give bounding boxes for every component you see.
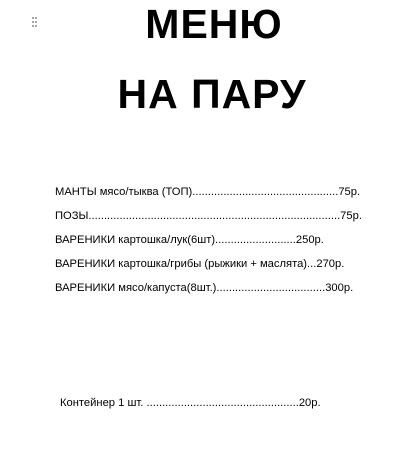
menu-title-line-1: МЕНЮ [145,1,283,47]
menu-item-vareniki-meat-cabbage: ВАРЕНИКИ мясо/капуста(8шт.)...................................300р. [55,282,354,294]
menu-item-manty: МАНТЫ мясо/тыква (ТОП)...............................................75р. [55,186,361,198]
menu-item-pozy: ПОЗЫ.................................................................................75р. [55,210,362,222]
container-price-line: Контейнер 1 шт. .................................................20р. [60,397,321,409]
menu-item-vareniki-potato-onion: ВАРЕНИКИ картошка/лук(6шт)..........................250р. [55,234,324,246]
menu-title-line-2: НА ПАРУ [117,71,307,117]
menu-item-vareniki-potato-mushroom: ВАРЕНИКИ картошка/грибы (рыжики + маслята)...270р. [55,258,345,270]
